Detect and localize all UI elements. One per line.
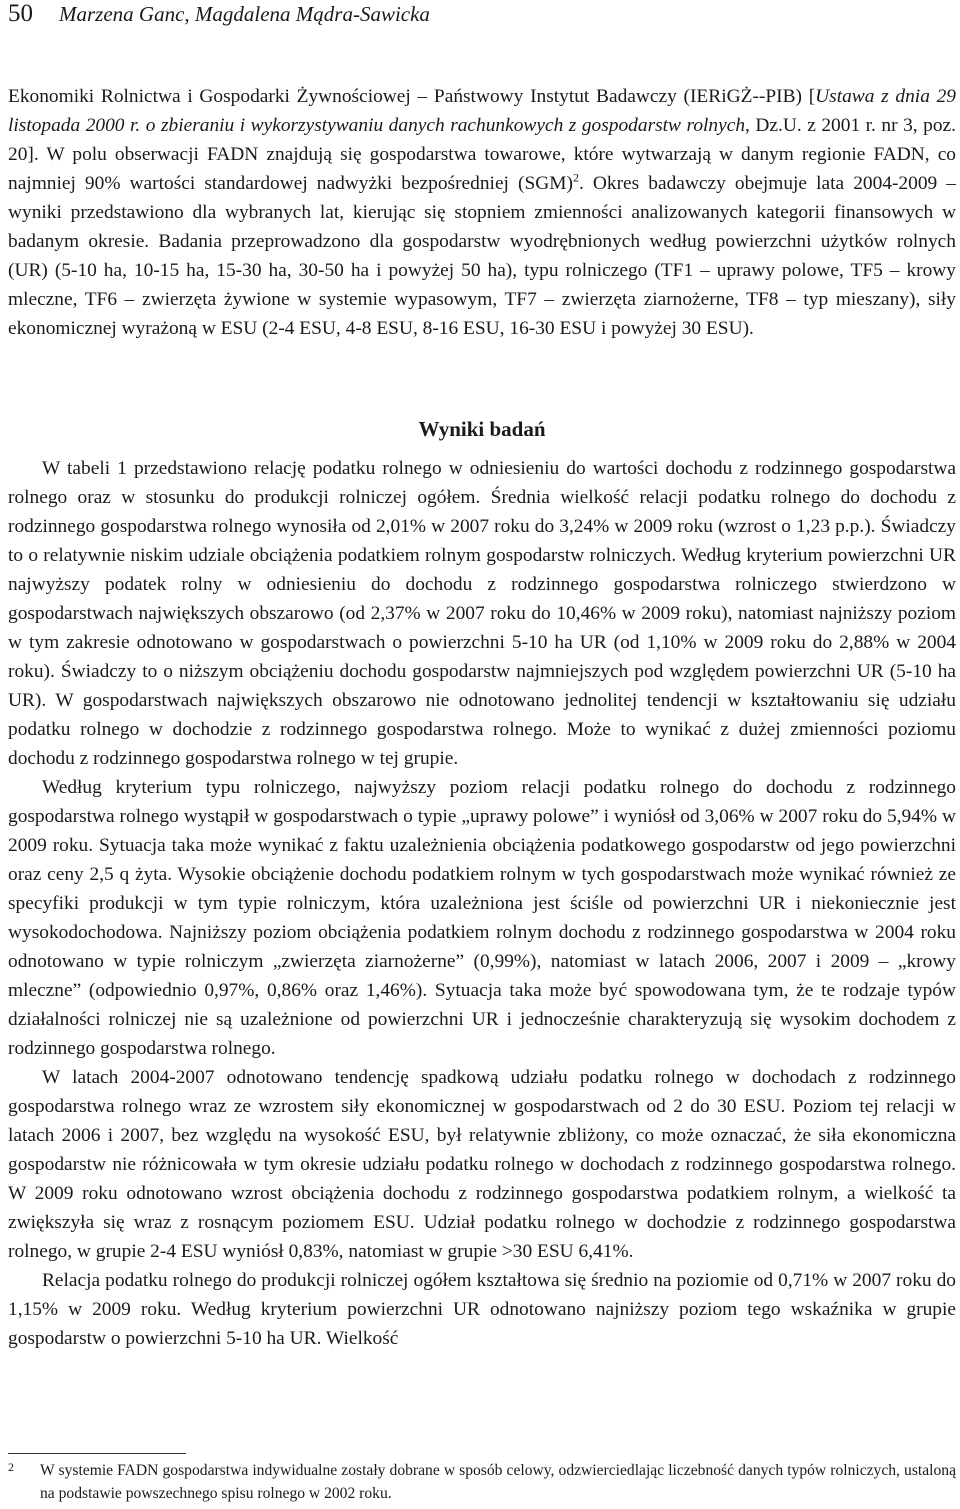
footnote-reference[interactable]: 2 xyxy=(572,170,579,185)
running-header xyxy=(8,0,430,32)
header-authors: Marzena Ganc, Magdalena Mądra-Sawicka xyxy=(59,2,430,26)
results-paragraph: W tabeli 1 przedstawiono relację podatku rolnego w odniesieniu do wartości dochodu z rodzinnego gospodarstwa rolnego oraz w stosunku do produkcji rolniczej ogółem. Średnia wielkość relacji podatku rolnego do dochodu z rodzinnego gospodarstwa rolnego wynosiła od 2,01% w 2007 roku do 3,24% w 2009 roku (wzrost o 1,23 p.p.). Świadczy to o relatywnie niskim udziale obciążenia podatkiem rolnym gospodarstw rolniczych. Według kryterium powierzchni UR najwyższy podatek rolny w odniesieniu do dochodu z rodzinnego gospodarstwa rolniczego stwierdzono w gospodarstwach największych obszarowo (od 2,37% w 2007 roku do 10,46% w 2009 roku), natomiast najniższy poziom w tym zakresie odnotowano w gospodarstwach o powierzchni 5-10 ha UR (od 1,10% w 2009 roku do 2,88% w 2004 roku). Świadczy to o niższym obciążeniu dochodu gospodarstw najmniejszych pod względem powierzchni UR (5-10 ha UR). W gospodarstwach największych obszarowo nie odnotowano jednolitej tendencji w kształtowaniu się udziału podatku rolnego w dochodzie z rodzinnego gospodarstwa rolnego. Może to wynikać z dużej zmienności poziomu dochodu z rodzinnego gospodarstwa rolnego w tej grupie. xyxy=(8,458,956,769)
intro-text-start: Ekonomiki Rolnictwa i Gospodarki Żywnościowej – Państwowy Instytut Badawczy (IERiGŻ--PIB) [ xyxy=(8,86,816,107)
footnote xyxy=(8,1459,956,1505)
results-section xyxy=(8,454,956,1353)
footnote-divider xyxy=(8,1453,186,1454)
page-number: 50 xyxy=(8,0,33,27)
intro-text-end: . Okres badawczy obejmuje lata 2004-2009 – wyniki przedstawiono dla wybranych lat, kierując się stopniem zmienności analizowanych kategorii finansowych w badanym okresie. Badania przeprowadzono dla gospodarstw wyodrębnionych według powierzchni użytków rolnych (UR) (5-10 ha, 10-15 ha, 15-30 ha, 30-50 ha i powyżej 50 ha), typu rolniczego (TF1 – uprawy polowe, TF5 – krowy mleczne, TF6 – zwierzęta żywione w systemie wypasowym, TF7 – zwierzęta ziarnożerne, TF8 – typ mieszany), siły ekonomicznej wyrażoną w ESU (2-4 ESU, 4-8 ESU, 8-16 ESU, 16-30 ESU i powyżej 30 ESU). xyxy=(8,173,956,339)
results-paragraph: Relacja podatku rolnego do produkcji rolniczej ogółem kształtowa się średnio na poziomie od 0,71% w 2007 roku do 1,15% w 2009 roku. Według kryterium powierzchni UR odnotowano najniższy poziom tego wskaźnika w grupie gospodarstw o powierzchni 5-10 ha UR. Wielkość xyxy=(8,1270,956,1349)
intro-paragraph xyxy=(8,82,956,343)
intro-text-middle: , Dz.U. z 2001 r. nr 3, poz. 20]. W polu obserwacji FADN znajdują się gospodarstwa towarowe, które wytwarzają w danym regionie FADN, co najmniej 90% wartości standardowej nadwyżki bezpośredniej (SGM) xyxy=(8,115,956,194)
section-heading: Wyniki badań xyxy=(418,417,546,441)
footnote-number: 2 xyxy=(8,1460,14,1474)
legal-citation: Ustawa z dnia 29 listopada 2000 r. o zbieraniu i wykorzystywaniu danych rachunkowych z gospodarstw rolnych xyxy=(8,86,957,136)
results-paragraph: Według kryterium typu rolniczego, najwyższy poziom relacji podatku rolnego do dochodu z rodzinnego gospodarstwa rolnego wystąpił w gospodarstwach o typie „uprawy polowe” i wyniósł od 3,06% w 2007 roku do 5,94% w 2009 roku. Sytuacja taka może wynikać z faktu uzależnienia obciążenia podatkowego gospodarstw od jego powierzchni oraz ceny 2,5 q żyta. Wysokie obciążenie dochodu podatkiem rolnym w tych gospodarstwach może wynikać również ze specyfiki produkcji w tym typie rolniczym, która uzależniona jest ściśle od powierzchni UR i niekoniecznie jest wysokodochodowa. Najniższy poziom obciążenia podatkiem rolnym dochodu z rodzinnego gospodarstwa w 2004 roku odnotowano w typie rolniczym „zwierzęta ziarnożerne” (0,99%), natomiast w latach 2006, 2007 i 2009 – „krowy mleczne” (odpowiednio 0,97%, 0,86% oraz 1,46%). Sytuacja taka może być spowodowana tym, że te rodzaje typów działalności rolniczej nie są uzależnione od powierzchni UR i jednocześnie charakteryzują się wysokim dochodem z rodzinnego gospodarstwa rolnego. xyxy=(8,777,956,1059)
footnote-text: W systemie FADN gospodarstwa indywidualne zostały dobrane w sposób celowy, odzwierciedlając liczebność danych typów rolniczych, ustaloną na podstawie powszechnego spisu rolnego w 2002 roku. xyxy=(40,1462,956,1502)
results-paragraph: W latach 2004-2007 odnotowano tendencję spadkową udziału podatku rolnego w dochodach z rodzinnego gospodarstwa rolnego wraz ze wzrostem siły ekonomicznej w gospodarstwach od 2 do 30 ESU. Poziom tej relacji w latach 2006 i 2007, bez względu na wysokość ESU, był relatywnie zbliżony, co może oznaczać, że siła ekonomiczna gospodarstw nie różnicowała w tym okresie udziału podatku rolnego w dochodach z rodzinnego gospodarstwa rolnego. W 2009 roku odnotowano wzrost obciążenia dochodu z rodzinnego gospodarstwa podatkiem rolnym, a wielkość ta zwiększyła się wraz z rosnącym poziomem ESU. Udział podatku rolnego w dochodzie z rodzinnego gospodarstwa rolnego, w grupie 2-4 ESU wyniósł 0,83%, natomiast w grupie >30 ESU 6,41%. xyxy=(8,1067,956,1262)
